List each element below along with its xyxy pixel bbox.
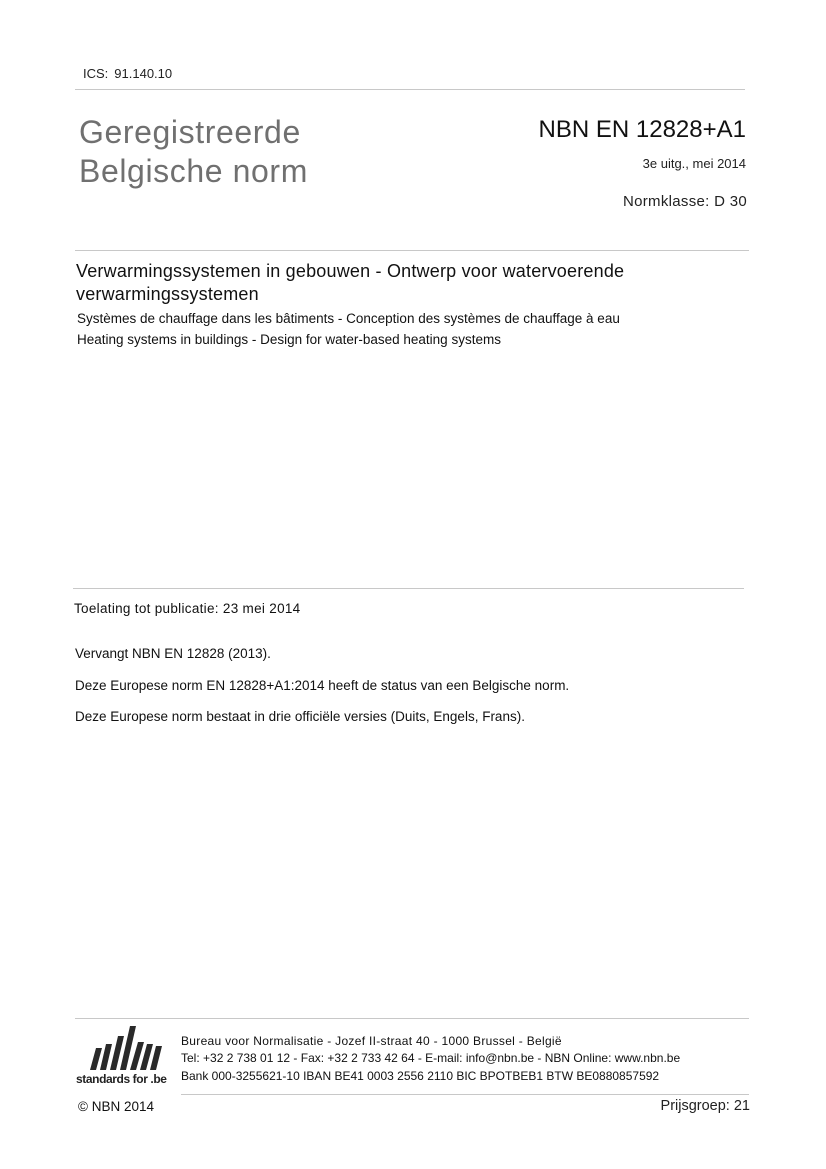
price-group: Prijsgroep: 21 xyxy=(660,1098,750,1114)
norm-number: NBN EN 12828+A1 xyxy=(538,116,746,143)
footer-divider xyxy=(75,1018,749,1019)
footer-address: Bureau voor Normalisatie - Jozef II-straat 40 - 1000 Brussel - België xyxy=(181,1034,562,1048)
footer-bottom-divider xyxy=(181,1094,749,1095)
ics-code xyxy=(83,66,172,81)
copyright: © NBN 2014 xyxy=(78,1099,154,1114)
top-divider xyxy=(75,89,745,90)
logo-tagline: standards for .be xyxy=(76,1072,167,1086)
title-english: Heating systems in buildings - Design for water-based heating systems xyxy=(77,332,501,347)
nbn-logo xyxy=(76,1024,168,1090)
title-dutch: Verwarmingssystemen in gebouwen - Ontwerp voor watervoerende verwarmingssystemen xyxy=(76,261,625,304)
title-french: Systèmes de chauffage dans les bâtiments - Conception des systèmes de chauffage à eau xyxy=(77,311,620,326)
publication-approval: Toelating tot publicatie: 23 mei 2014 xyxy=(74,601,301,616)
ics-label: ICS: xyxy=(83,66,109,81)
title-divider xyxy=(75,250,749,251)
versions-note: Deze Europese norm bestaat in drie officiële versies (Duits, Engels, Frans). xyxy=(75,709,525,724)
registered-title-line1: Geregistreerde xyxy=(79,114,301,150)
registered-norm-title xyxy=(79,113,308,191)
status-note: Deze Europese norm EN 12828+A1:2014 heeft de status van een Belgische norm. xyxy=(75,678,570,693)
edition: 3e uitg., mei 2014 xyxy=(642,156,746,171)
norm-class: Normklasse: D 30 xyxy=(622,193,747,210)
registered-title-line2: Belgische norm xyxy=(79,153,308,189)
footer-contact: Tel: +32 2 738 01 12 - Fax: +32 2 733 42 64 - E-mail: info@nbn.be - NBN Online: www.nbn.be xyxy=(181,1051,681,1065)
publication-divider xyxy=(73,588,744,589)
replaces-note: Vervangt NBN EN 12828 (2013). xyxy=(75,646,271,661)
nbn-logo-icon xyxy=(76,1024,168,1072)
ics-value: 91.140.10 xyxy=(114,66,173,81)
footer-bank: Bank 000-3255621-10 IBAN BE41 0003 2556 2110 BIC BPOTBEB1 BTW BE0880857592 xyxy=(181,1069,660,1083)
